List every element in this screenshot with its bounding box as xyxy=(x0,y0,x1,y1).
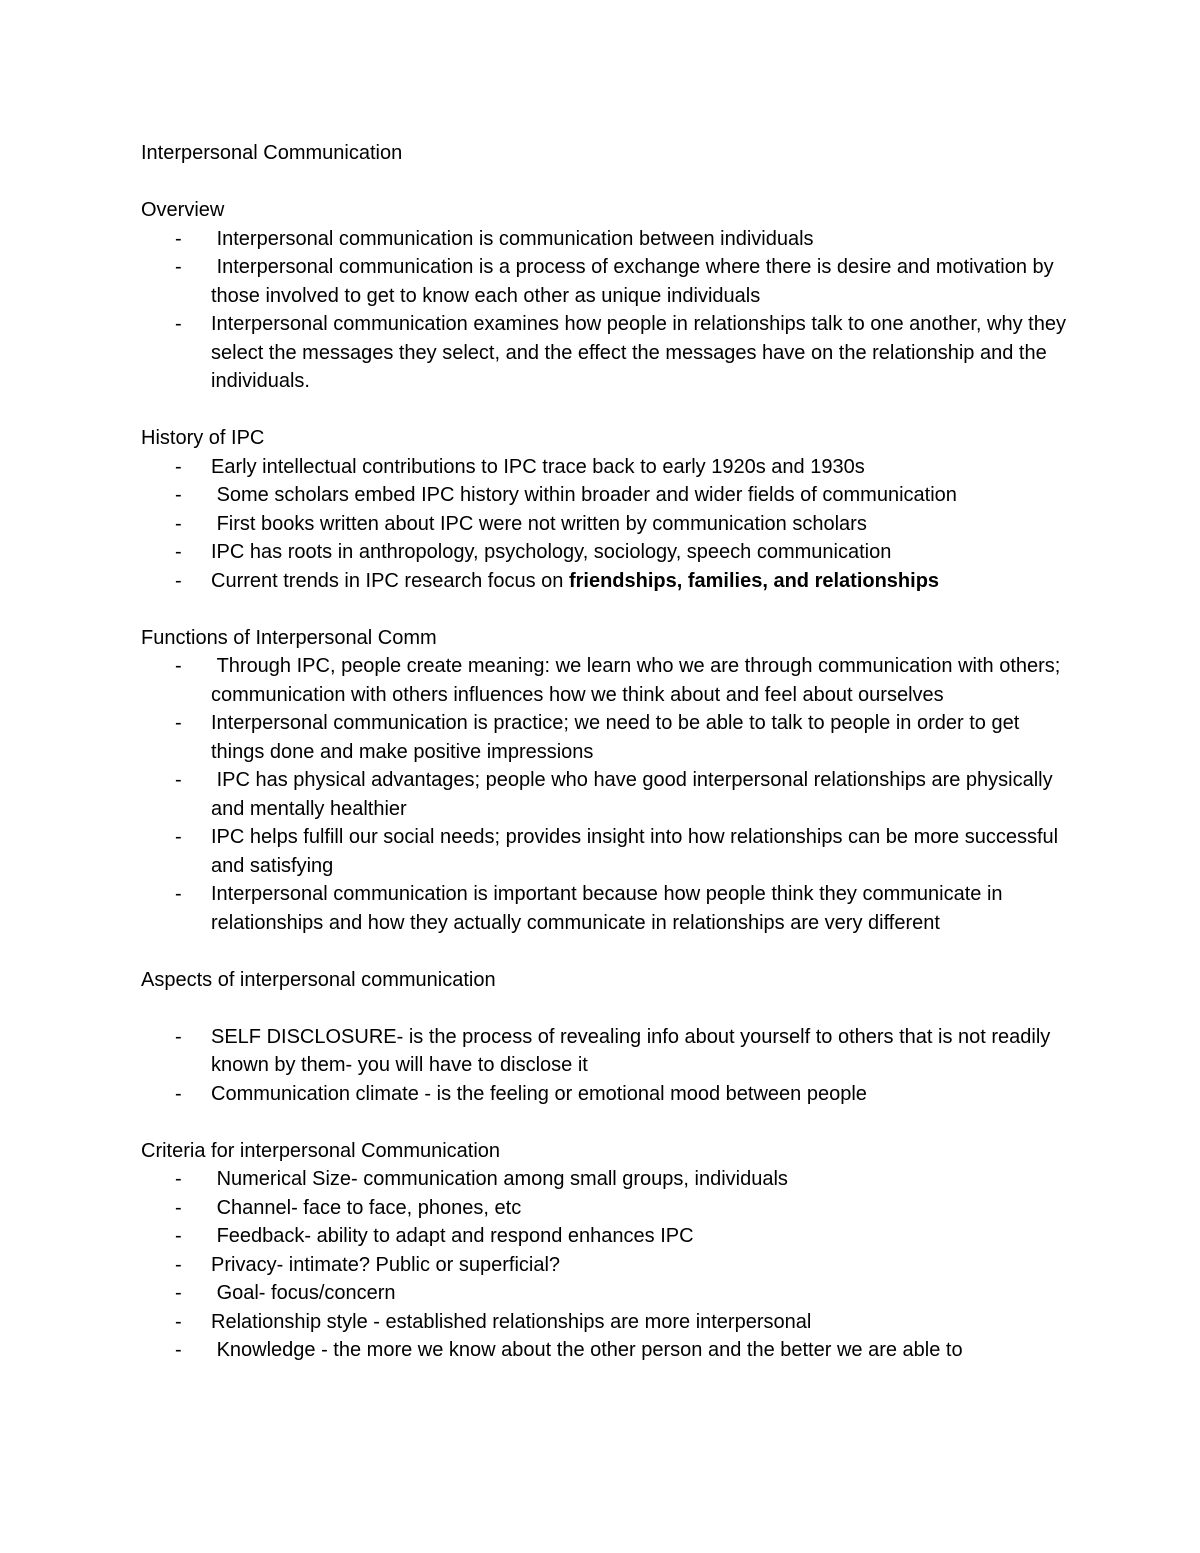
bullet-dash: - xyxy=(175,313,182,335)
list-item-text: Interpersonal communication examines how people in relationships talk to one another, why they select the messages they select, and the effect the messages have on the relationship and the individuals. xyxy=(211,313,1072,392)
bullet-list xyxy=(141,1023,1081,1109)
list-item-text: Feedback- ability to adapt and respond enhances IPC xyxy=(211,1225,694,1247)
list-item xyxy=(141,1165,1071,1194)
list-item-text: Some scholars embed IPC history within broader and wider fields of communication xyxy=(211,484,957,506)
bullet-dash: - xyxy=(175,1168,182,1190)
list-item-text: IPC helps fulfill our social needs; provides insight into how relationships can be more successful and satisfying xyxy=(211,826,1064,877)
list-item-text: Numerical Size- communication among small groups, individuals xyxy=(211,1168,788,1190)
list-item-text: Goal- focus/concern xyxy=(211,1282,396,1304)
list-item xyxy=(141,510,1071,539)
list-item xyxy=(141,1279,1071,1308)
bullet-dash: - xyxy=(175,1225,182,1247)
list-item-text: Interpersonal communication is communication between individuals xyxy=(211,227,814,250)
bullet-list xyxy=(141,1165,1081,1365)
list-item-text: Interpersonal communication is a process of exchange where there is desire and motivation by those involved to get to know each other as unique individuals xyxy=(211,256,1060,307)
bullet-dash: - xyxy=(175,1082,182,1105)
list-item xyxy=(141,652,1071,709)
list-item xyxy=(141,1251,1071,1280)
section-heading: Criteria for interpersonal Communication xyxy=(141,1139,501,1162)
list-item xyxy=(141,453,1071,482)
list-item xyxy=(141,1023,1071,1080)
bullet-dash: - xyxy=(175,655,182,677)
list-item xyxy=(141,310,1071,396)
list-item xyxy=(141,880,1071,937)
bullet-dash: - xyxy=(175,1196,182,1219)
bullet-dash: - xyxy=(175,1253,182,1276)
list-item-text: Relationship style - established relationships are more interpersonal xyxy=(211,1310,812,1333)
bullet-dash: - xyxy=(175,227,182,250)
list-item xyxy=(141,1080,1071,1109)
list-item-bold-text: friendships, families, and relationships xyxy=(568,569,940,592)
section-heading: History of IPC xyxy=(141,427,265,449)
list-item-text: Current trends in IPC research focus on xyxy=(211,569,569,592)
bullet-dash: - xyxy=(175,455,182,478)
list-item xyxy=(141,481,1071,510)
list-item xyxy=(141,253,1071,310)
section-heading: Overview xyxy=(141,199,225,221)
list-item-text: Channel- face to face, phones, etc xyxy=(211,1196,522,1219)
bullet-dash: - xyxy=(175,256,182,278)
bullet-list xyxy=(141,225,1081,396)
bullet-dash: - xyxy=(175,883,182,905)
bullet-dash: - xyxy=(175,512,182,535)
list-item xyxy=(141,1222,1071,1251)
bullet-dash: - xyxy=(175,1310,182,1333)
list-item-text: First books written about IPC were not written by communication scholars xyxy=(211,512,867,535)
bullet-dash: - xyxy=(175,1025,182,1048)
section-heading: Functions of Interpersonal Comm xyxy=(141,626,437,649)
list-item-text: Communication climate - is the feeling or emotional mood between people xyxy=(211,1082,867,1105)
document-body xyxy=(141,196,1081,1365)
list-item-text: Privacy- intimate? Public or superficial? xyxy=(211,1253,561,1276)
list-item xyxy=(141,766,1071,823)
list-item-text: IPC has physical advantages; people who have good interpersonal relationships are physically and mentally healthier xyxy=(211,769,1059,820)
document-title: Interpersonal Communication xyxy=(141,142,403,164)
list-item-text: IPC has roots in anthropology, psychology, sociology, speech communication xyxy=(211,541,892,563)
bullet-dash: - xyxy=(175,484,182,506)
section-criteria-for-interpersonal-communication xyxy=(141,1137,1081,1365)
bullet-dash: - xyxy=(175,569,182,592)
list-item-text: SELF DISCLOSURE- is the process of revealing info about yourself to others that is not readily known by them- you will have to disclose it xyxy=(211,1025,1056,1076)
list-item-text: Early intellectual contributions to IPC trace back to early 1920s and 1930s xyxy=(211,455,865,478)
list-item xyxy=(141,567,1071,596)
list-item xyxy=(141,225,1071,254)
list-item xyxy=(141,1308,1071,1337)
list-item-text: Interpersonal communication is important because how people think they communicate in relationships and how they actually communicate in relationships are very different xyxy=(211,883,1009,934)
list-item xyxy=(141,538,1071,567)
document-page xyxy=(141,139,1081,1393)
bullet-dash: - xyxy=(175,1339,182,1361)
list-item xyxy=(141,1336,1071,1365)
bullet-dash: - xyxy=(175,1282,182,1304)
section-aspects-of-interpersonal-communication xyxy=(141,966,1081,1109)
list-item xyxy=(141,823,1071,880)
list-item-text: Through IPC, people create meaning: we learn who we are through communication with others; communication with others influences how we think about and feel about ourselves xyxy=(211,655,1066,706)
bullet-dash: - xyxy=(175,826,182,848)
bullet-list xyxy=(141,453,1081,596)
list-item-text: Knowledge - the more we know about the other person and the better we are able to xyxy=(211,1339,963,1361)
bullet-list xyxy=(141,652,1081,937)
bullet-dash: - xyxy=(175,769,182,791)
bullet-dash: - xyxy=(175,541,182,563)
list-item xyxy=(141,1194,1071,1223)
section-heading: Aspects of interpersonal communication xyxy=(141,968,496,991)
list-item-text: Interpersonal communication is practice; we need to be able to talk to people in order to get things done and make positive impressions xyxy=(211,712,1025,763)
list-item xyxy=(141,709,1071,766)
section-overview xyxy=(141,196,1081,396)
section-functions-of-interpersonal-comm xyxy=(141,624,1081,938)
bullet-dash: - xyxy=(175,712,182,734)
section-history-of-ipc xyxy=(141,424,1081,595)
